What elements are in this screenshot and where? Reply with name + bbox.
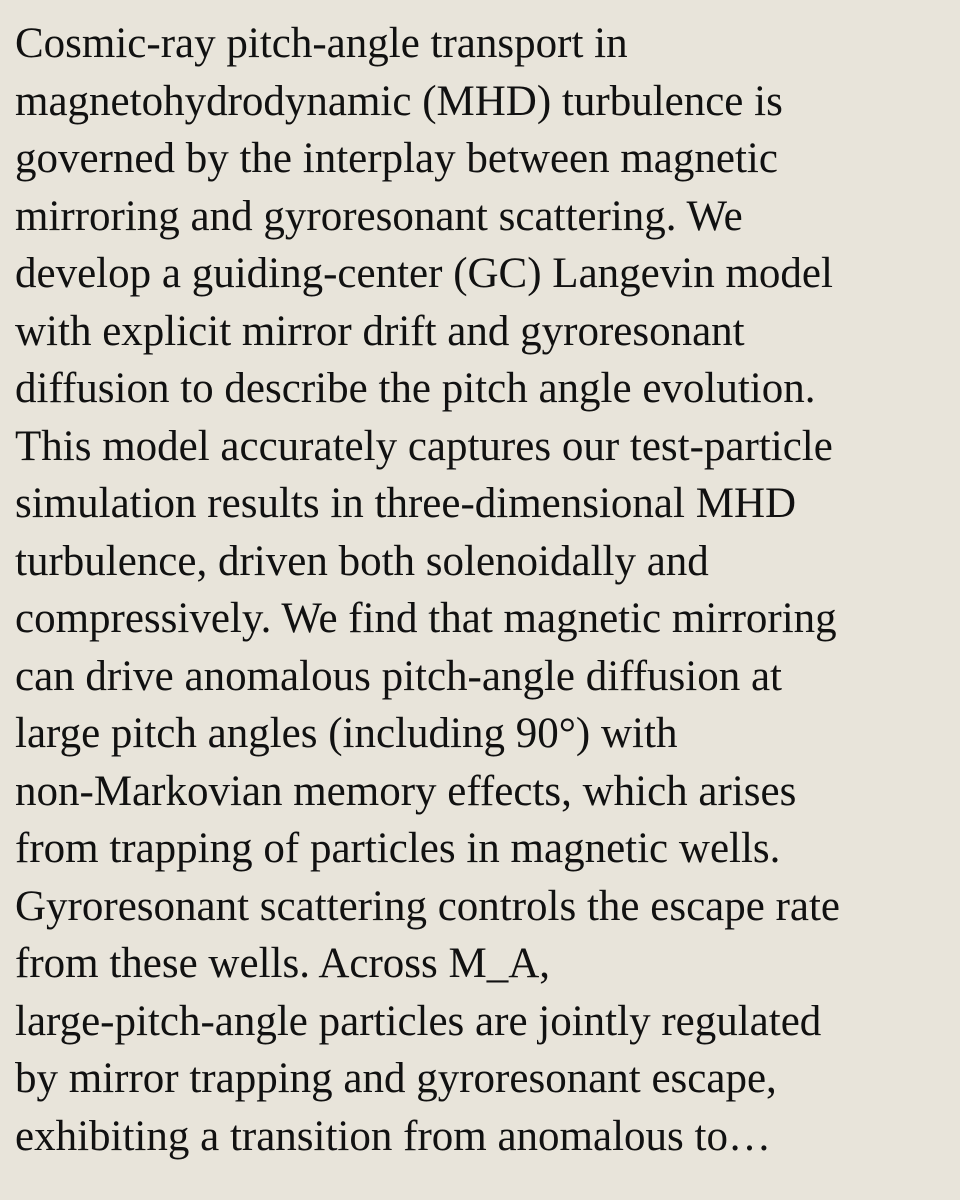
abstract-line: large pitch angles (including 90°) with (15, 710, 678, 757)
abstract-line: diffusion to describe the pitch angle evolution. (15, 365, 816, 412)
abstract-line: from trapping of particles in magnetic wells. (15, 825, 781, 872)
abstract-line: large-pitch-angle particles are jointly regulated (15, 997, 822, 1045)
abstract-line: compressively. We find that magnetic mirroring (15, 595, 837, 642)
abstract-line: This model accurately captures our test-particle (15, 422, 833, 470)
abstract-text (15, 15, 955, 1165)
abstract-line: simulation results in three-dimensional MHD (15, 480, 797, 527)
abstract-line: turbulence, driven both solenoidally and (15, 537, 709, 585)
abstract-line: from these wells. Across M_A, (15, 940, 551, 987)
abstract-line: with explicit mirror drift and gyroresonant (15, 307, 745, 355)
abstract-line: Cosmic-ray pitch-angle transport in (15, 20, 628, 67)
abstract-line: Gyroresonant scattering controls the escape rate (15, 882, 841, 930)
abstract-line: can drive anomalous pitch-angle diffusion at (15, 652, 783, 700)
abstract-line: mirroring and gyroresonant scattering. We (15, 192, 743, 240)
abstract-line: exhibiting a transition from anomalous to… (15, 1112, 771, 1160)
abstract-line: by mirror trapping and gyroresonant escape, (15, 1055, 777, 1102)
abstract-line: magnetohydrodynamic (MHD) turbulence is (15, 77, 783, 125)
abstract-line: governed by the interplay between magnetic (15, 135, 778, 182)
abstract-line: develop a guiding-center (GC) Langevin model (15, 250, 833, 297)
abstract-line: non-Markovian memory effects, which arises (15, 767, 797, 815)
